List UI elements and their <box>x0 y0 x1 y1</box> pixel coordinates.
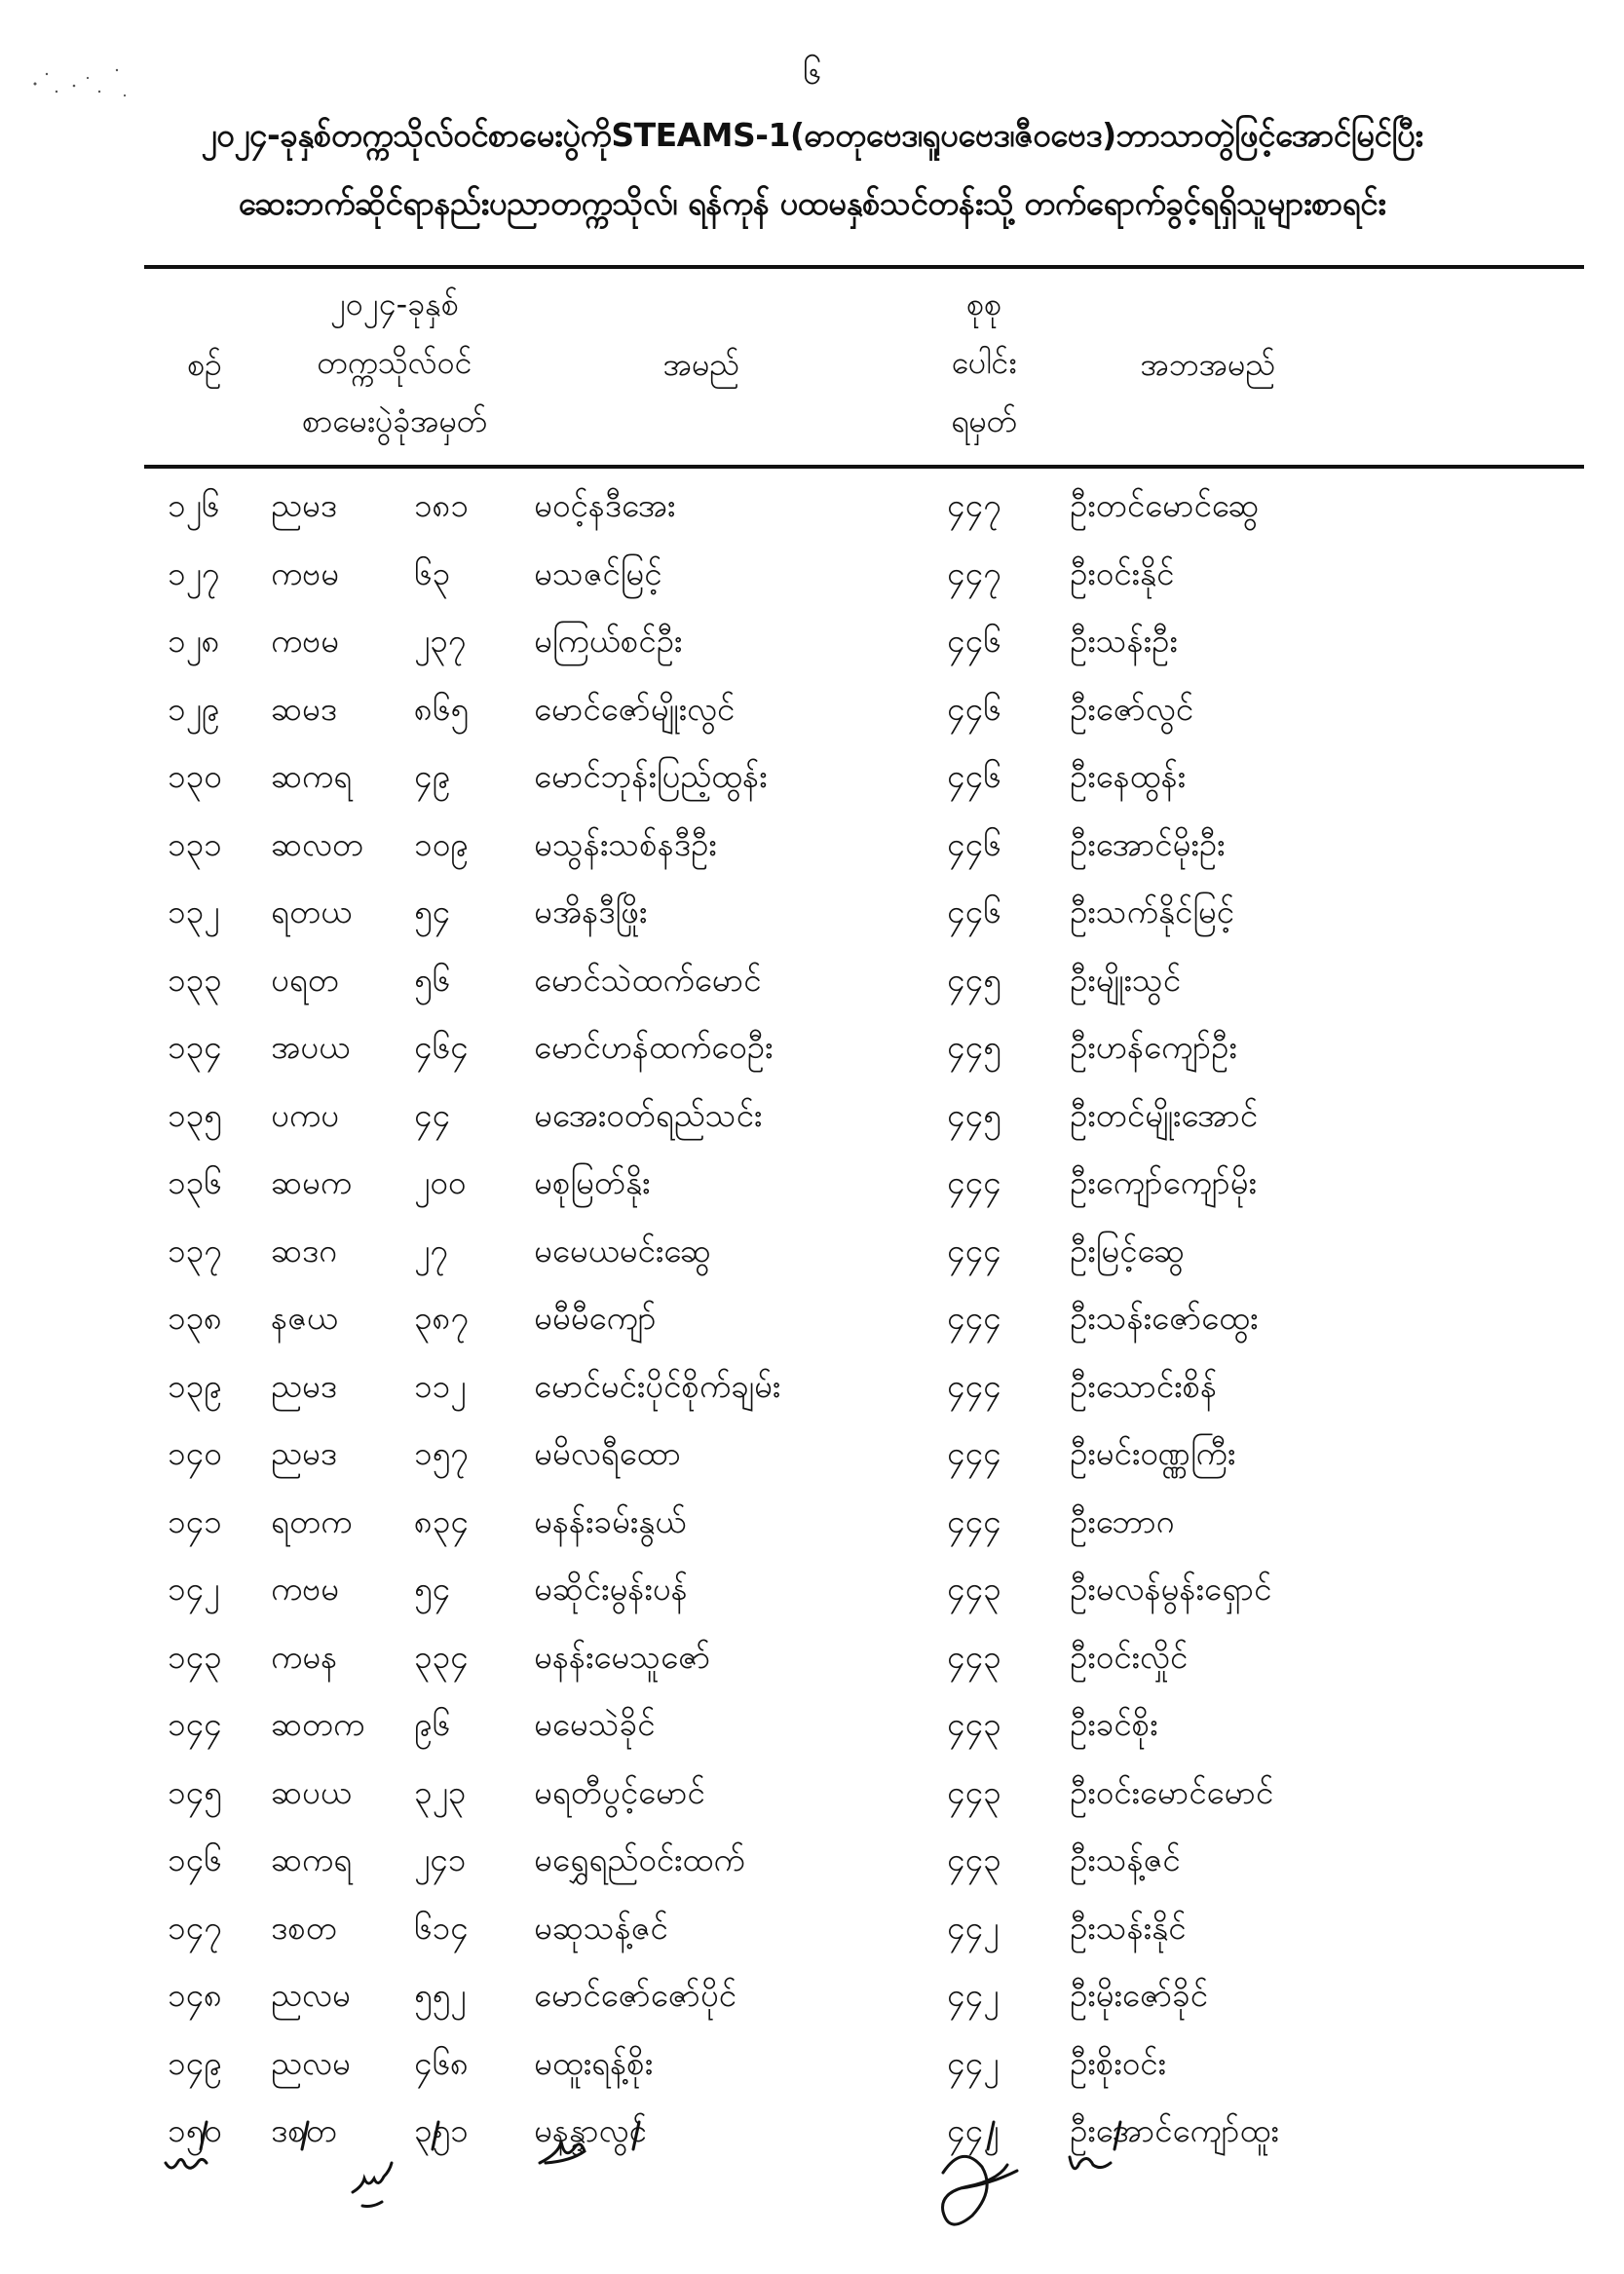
row-student-name: မစုမြတ်နိုး <box>534 1163 651 1201</box>
row-exam-code: ညမဒ <box>271 486 337 524</box>
row-student-name: မဆုသန့်ဇင် <box>534 1908 668 1947</box>
row-total-score: ၄၄၆ <box>947 689 1001 728</box>
row-student-name: မရတီပွင့်မောင် <box>534 1772 705 1811</box>
row-exam-code: ဆမဒ <box>271 689 337 728</box>
row-father-name: ဦးမိုးဇော်ခိုင် <box>1070 1976 1208 2014</box>
row-father-name: ဦးသက်နိုင်မြင့် <box>1070 892 1234 930</box>
table-row <box>0 2033 1624 2102</box>
row-serial: ၁၃၁ <box>168 824 222 863</box>
row-father-name: ဦးသန့်ဇင် <box>1070 1840 1181 1878</box>
table-row <box>0 1694 1624 1762</box>
row-father-name: ဦးမြင့်ဆွေ <box>1070 1231 1185 1270</box>
row-student-name: မဆိုင်းမွန်းပန် <box>534 1570 688 1608</box>
row-exam-code: အပယ <box>271 1028 351 1066</box>
row-serial: ၁၄၀ <box>168 1434 222 1472</box>
row-exam-code: နဇယ <box>271 1299 338 1337</box>
row-student-name: မသွန်းသစ်နဒီဦး <box>534 824 717 863</box>
row-exam-number: ၅၆ <box>414 960 451 999</box>
row-serial: ၁၃၅ <box>168 1095 222 1134</box>
row-exam-number: ၄၉ <box>414 757 451 795</box>
row-father-name: ဦးမင်းဝဏ္ဏကြီး <box>1070 1434 1236 1472</box>
table-row <box>0 544 1624 612</box>
header-bottom-rule <box>144 465 1584 469</box>
row-father-name: ဦးတင်မောင်ဆွေ <box>1070 486 1260 524</box>
row-serial: ၁၄၃ <box>168 1637 222 1676</box>
row-total-score: ၄၄၆ <box>947 622 1001 660</box>
row-student-name: မမေသဲခိုင် <box>534 1705 656 1743</box>
table-row <box>0 950 1624 1018</box>
row-exam-number: ၉၆ <box>414 1705 451 1743</box>
table-row <box>0 1898 1624 1966</box>
signature-mark <box>166 2159 207 2168</box>
table-row <box>0 1559 1624 1627</box>
row-serial: ၁၃၃ <box>168 960 222 999</box>
row-total-score: ၄၄၂ <box>947 2111 1000 2149</box>
table-row <box>0 1627 1624 1695</box>
row-exam-number: ၃၂၃ <box>414 1772 467 1811</box>
page-number: ၆ <box>802 54 822 93</box>
row-exam-code: ဆကရ <box>271 757 353 795</box>
row-father-name: ဦးဇော်လွင် <box>1070 689 1194 728</box>
row-serial: ၁၃၇ <box>168 1231 222 1270</box>
table-row <box>0 1153 1624 1221</box>
row-serial: ၁၄၅ <box>168 1772 222 1811</box>
row-exam-number: ၅၄ <box>414 1570 451 1608</box>
row-total-score: ၄၄၃ <box>947 1705 1001 1743</box>
row-exam-number: ၈၃၄ <box>414 1501 469 1540</box>
table-row <box>0 1762 1624 1831</box>
row-father-name: ဦးမလန်မွန်းရှောင် <box>1070 1570 1272 1608</box>
row-exam-code: ညလမ <box>271 1976 351 2014</box>
row-student-name: မကြယ်စင်ဦး <box>534 622 683 660</box>
row-father-name: ဦးနေထွန်း <box>1070 757 1187 795</box>
row-exam-code: ပရတ <box>271 960 339 999</box>
row-exam-code: ဆမက <box>271 1163 353 1201</box>
row-father-name: ဦးတင်မျိုးအောင် <box>1070 1095 1259 1134</box>
table-row <box>0 1965 1624 2033</box>
row-serial: ၁၄၄ <box>168 1705 222 1743</box>
row-exam-code: ရတယ <box>271 892 353 930</box>
table-row <box>0 746 1624 815</box>
row-exam-number: ၈၆၅ <box>414 689 469 728</box>
page-title-line-2: ဆေးဘက်ဆိုင်ရာနည်းပညာတက္ကသိုလ်၊ ရန်ကုန် ပထမနှစ်သင်တန်းသို့ တက်ရောက်ခွင့်ရရှိသူများစာရင်း <box>238 184 1386 222</box>
row-total-score: ၄၄၅ <box>947 960 1001 999</box>
row-student-name: မောင်ဇော်ဇော်ပိုင် <box>534 1976 736 2014</box>
row-father-name: ဦးစိုးဝင်း <box>1070 2043 1166 2082</box>
row-father-name: ဦးသန်းနိုင် <box>1070 1908 1187 1947</box>
signature-mark <box>1070 2157 1111 2169</box>
table-row <box>0 1492 1624 1560</box>
table-row <box>0 611 1624 679</box>
row-serial: ၁၃၂ <box>168 892 220 930</box>
row-student-name: မဝင့်နဒီအေး <box>534 486 676 524</box>
row-father-name: ဦးဝင်းလှိုင် <box>1070 1637 1189 1676</box>
header-total-score <box>916 281 1052 444</box>
row-total-score: ၄၄၆ <box>947 892 1001 930</box>
page-title-line-1: ၂၀၂၄-ခုနှစ်တက္ကသိုလ်ဝင်စာမေးပွဲကိုSTEAMS-1(ဓာတုဗေဒ၊ရူပဗေဒ၊ဇီဝဗေဒ)ဘာသာတွဲဖြင့်အောင်မြင်ပြီး <box>201 116 1423 154</box>
row-total-score: ၄၄၇ <box>947 486 1001 524</box>
row-total-score: ၄၄၅ <box>947 1095 1001 1134</box>
row-exam-code: ပကပ <box>271 1095 339 1134</box>
row-serial: ၁၂၉ <box>168 689 220 728</box>
row-exam-number: ၂၀၀ <box>414 1163 467 1201</box>
row-student-name: မအိနဒီဖြိုး <box>534 892 648 930</box>
row-student-name: မောင်ဟန်ထက်ဝေဦး <box>534 1028 774 1066</box>
row-serial: ၁၄၉ <box>168 2043 222 2082</box>
row-exam-number: ၁၈၁ <box>414 486 469 524</box>
row-exam-code: ညလမ <box>271 2043 351 2082</box>
row-exam-code: ညမဒ <box>271 1366 337 1405</box>
row-student-name: မသဇင်မြင့် <box>534 553 662 592</box>
row-exam-number: ၁၁၂ <box>414 1366 467 1405</box>
row-exam-code: ကမန <box>271 1637 338 1676</box>
row-father-name: ဦးဟန်ကျော်ဦး <box>1070 1028 1237 1066</box>
row-father-name: ဦးဝင်းမောင်မောင် <box>1070 1772 1274 1811</box>
row-exam-number: ၃၅၁ <box>414 2111 469 2149</box>
row-father-name: ဦးအောင်ကျော်ထူး <box>1070 2111 1279 2149</box>
signature-mark <box>943 2156 1017 2224</box>
row-exam-code: ကဗမ <box>271 1570 339 1608</box>
row-serial: ၁၂၆ <box>168 486 220 524</box>
row-serial: ၁၃၈ <box>168 1299 222 1337</box>
table-row <box>0 815 1624 883</box>
header-name: အမည် <box>662 346 740 383</box>
table-row <box>0 1356 1624 1424</box>
row-total-score: ၄၄၃ <box>947 1772 1001 1811</box>
row-serial: ၁၂၈ <box>168 622 220 660</box>
row-serial: ၁၃၄ <box>168 1028 222 1066</box>
table-row <box>0 1830 1624 1898</box>
row-serial: ၁၂၇ <box>168 553 220 592</box>
signature-mark <box>353 2163 392 2192</box>
row-serial: ၁၄၂ <box>168 1570 220 1608</box>
row-serial: ၁၃၀ <box>168 757 222 795</box>
row-father-name: ဦးအောင်မိုးဦး <box>1070 824 1226 863</box>
header-score-line-3: ရမှတ် <box>951 402 1017 439</box>
row-exam-number: ၂၇ <box>414 1231 448 1270</box>
row-student-name: မရွှေရည်ဝင်းထက် <box>534 1840 745 1878</box>
row-total-score: ၄၄၂ <box>947 1976 1000 2014</box>
row-exam-number: ၆၃ <box>414 553 451 592</box>
header-exam-number <box>234 281 555 444</box>
row-student-name: မမီမီကျော် <box>534 1299 657 1337</box>
row-total-score: ၄၄၇ <box>947 553 1001 592</box>
row-total-score: ၄၄၄ <box>947 1366 1001 1405</box>
row-exam-code: ဒစတ <box>271 1908 337 1947</box>
row-student-name: မမိလရီထော <box>534 1434 681 1472</box>
row-student-name: မနန္ဒာလွင် <box>534 2111 647 2149</box>
row-exam-code: ဒစတ <box>271 2111 337 2149</box>
header-score-line-1: စုစု <box>966 285 1001 322</box>
row-exam-number: ၃၈၇ <box>414 1299 469 1337</box>
row-serial: ၁၄၆ <box>168 1840 222 1878</box>
row-total-score: ၄၄၂ <box>947 2043 1000 2082</box>
row-serial: ၁၄၇ <box>168 1908 222 1947</box>
row-exam-code: ညမဒ <box>271 1434 337 1472</box>
header-score-line-2: ပေါင်း <box>951 344 1017 381</box>
table-row <box>0 1221 1624 1289</box>
row-father-name: ဦးသန်းဇော်ထွေး <box>1070 1299 1259 1337</box>
row-exam-number: ၁၅၇ <box>414 1434 469 1472</box>
row-student-name: မောင်သဲထက်မောင် <box>534 960 762 999</box>
row-exam-number: ၄၄ <box>414 1095 451 1134</box>
table-row <box>0 1085 1624 1154</box>
student-list <box>0 475 1624 2169</box>
row-father-name: ဦးသန်းဦး <box>1070 622 1178 660</box>
row-total-score: ၄၄၄ <box>947 1231 1001 1270</box>
row-student-name: မမေယမင်းဆွေ <box>534 1231 711 1270</box>
row-father-name: ဦးခင်စိုး <box>1070 1705 1158 1743</box>
row-father-name: ဦးကျော်ကျော်မိုး <box>1070 1163 1257 1201</box>
table-row <box>0 882 1624 950</box>
row-total-score: ၄၄၅ <box>947 1028 1001 1066</box>
row-serial: ၁၄၁ <box>168 1501 222 1540</box>
row-exam-number: ၅၅၂ <box>414 1976 467 2014</box>
header-exam-line-2: တက္ကသိုလ်ဝင် <box>317 344 472 381</box>
signatures <box>0 2095 1624 2270</box>
row-total-score: ၄၄၃ <box>947 1570 1001 1608</box>
table-row <box>0 679 1624 747</box>
row-serial: ၁၃၉ <box>168 1366 222 1405</box>
row-student-name: မောင်ဘုန်းပြည့်ထွန်း <box>534 757 768 795</box>
row-total-score: ၄၄၃ <box>947 1840 1001 1878</box>
row-exam-code: ဆပယ <box>271 1772 352 1811</box>
table-row <box>0 475 1624 544</box>
row-exam-number: ၂၄၁ <box>414 1840 467 1878</box>
row-student-name: မအေးဝတ်ရည်သင်း <box>534 1095 763 1134</box>
row-exam-number: ၅၄ <box>414 892 451 930</box>
row-exam-code: ဆဒဂ <box>271 1231 337 1270</box>
row-exam-code: ဆလတ <box>271 824 363 863</box>
row-father-name: ဦးမျိုးသွင် <box>1070 960 1182 999</box>
table-row <box>0 1017 1624 1085</box>
row-serial: ၁၃၆ <box>168 1163 222 1201</box>
row-exam-code: ဆကရ <box>271 1840 353 1878</box>
row-total-score: ၄၄၆ <box>947 757 1001 795</box>
row-father-name: ဦးဘောဂ <box>1070 1501 1175 1540</box>
row-total-score: ၄၄၄ <box>947 1163 1001 1201</box>
row-total-score: ၄၄၄ <box>947 1299 1001 1337</box>
header-top-rule <box>144 265 1584 269</box>
row-exam-code: ကဗမ <box>271 622 339 660</box>
row-student-name: မနန်းမေသူဇော် <box>534 1637 711 1676</box>
header-serial: စဉ် <box>187 346 222 383</box>
header-father-name: အဘအမည် <box>1140 346 1276 383</box>
row-student-name: မနန်းခမ်းနွယ် <box>534 1501 687 1540</box>
row-total-score: ၄၄၃ <box>947 1637 1001 1676</box>
row-student-name: မောင်မင်းပိုင်စိုက်ချမ်း <box>534 1366 781 1405</box>
row-exam-number: ၆၁၄ <box>414 1908 469 1947</box>
row-serial: ၁၄၈ <box>168 1976 222 2014</box>
row-total-score: ၄၄၆ <box>947 824 1001 863</box>
row-exam-number: ၃၃၄ <box>414 1637 469 1676</box>
table-row <box>0 1423 1624 1492</box>
row-total-score: ၄၄၂ <box>947 1908 1000 1947</box>
row-total-score: ၄၄၄ <box>947 1501 1001 1540</box>
signature-mark <box>540 2141 585 2163</box>
row-student-name: မောင်ဇော်မျိုးလွင် <box>534 689 736 728</box>
row-exam-number: ၁၀၉ <box>414 824 469 863</box>
row-exam-number: ၄၆၄ <box>414 1028 469 1066</box>
table-row <box>0 1288 1624 1356</box>
row-father-name: ဦးဝင်းနိုင် <box>1070 553 1175 592</box>
row-exam-code: ရတက <box>271 1501 353 1540</box>
header-exam-line-3: စာမေးပွဲခုံအမှတ် <box>302 402 487 439</box>
row-father-name: ဦးသောင်းစိန် <box>1070 1366 1218 1405</box>
row-exam-code: ကဗမ <box>271 553 339 592</box>
row-serial: ၁၅၀ <box>168 2111 222 2149</box>
row-student-name: မထူးရန့်စိုး <box>534 2043 654 2082</box>
row-total-score: ၄၄၄ <box>947 1434 1001 1472</box>
header-exam-line-1: ၂၀၂၄-ခုနှစ် <box>330 285 459 322</box>
row-exam-number: ၂၃၇ <box>414 622 467 660</box>
row-exam-number: ၄၆၈ <box>414 2043 469 2082</box>
row-exam-code: ဆတက <box>271 1705 365 1743</box>
